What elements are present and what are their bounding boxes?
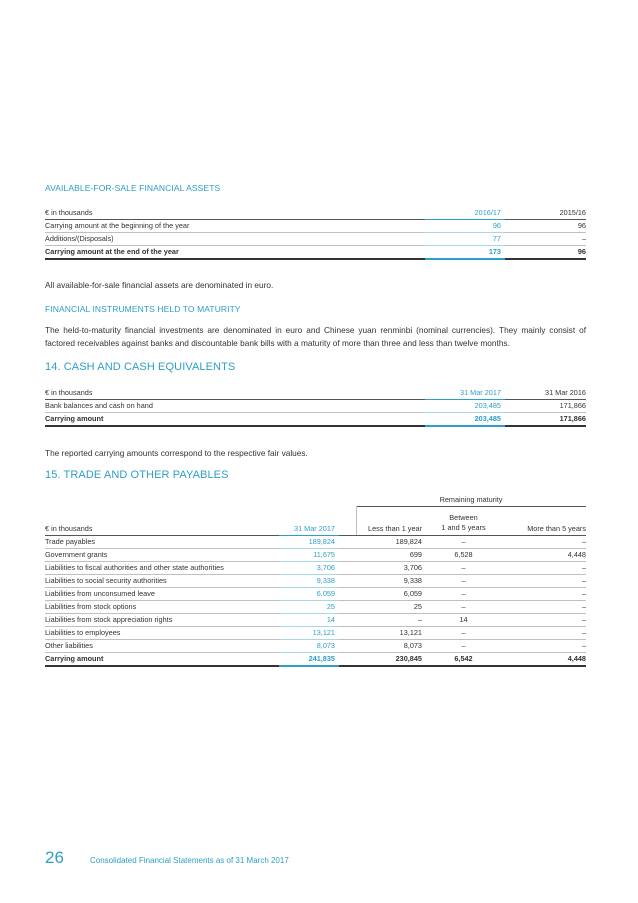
row-value-more-5y: – bbox=[505, 601, 586, 614]
table-row bbox=[45, 640, 586, 653]
row-value-less-1y: 8,073 bbox=[339, 640, 426, 653]
afs-table bbox=[45, 206, 586, 260]
header-cell-1-5y bbox=[426, 511, 505, 536]
header-cell-less-1y: Less than 1 year bbox=[339, 511, 426, 536]
row-value-1-5y: – bbox=[426, 640, 505, 653]
row-value-more-5y: 4,448 bbox=[505, 549, 586, 562]
row-value-current: 11,675 bbox=[279, 549, 339, 562]
total-value-more-5y: 4,448 bbox=[505, 653, 586, 667]
row-value-current: 189,824 bbox=[279, 536, 339, 549]
row-value-1-5y: – bbox=[426, 588, 505, 601]
row-value-more-5y: – bbox=[505, 588, 586, 601]
row-value-current: 25 bbox=[279, 601, 339, 614]
header-cell: € in thousands bbox=[45, 206, 425, 220]
row-value-prior: – bbox=[505, 233, 586, 246]
total-value-current: 241,835 bbox=[279, 653, 339, 667]
cash-table bbox=[45, 386, 586, 427]
row-value-prior: 96 bbox=[505, 220, 586, 233]
table-total-row bbox=[45, 413, 586, 427]
table-row bbox=[45, 220, 586, 233]
row-label: Additions/(Disposals) bbox=[45, 233, 425, 246]
payables-heading: 15. TRADE AND OTHER PAYABLES bbox=[45, 469, 229, 481]
header-cell-prior: 31 Mar 2016 bbox=[505, 386, 586, 400]
row-value-more-5y: – bbox=[505, 536, 586, 549]
row-label: Other liabilities bbox=[45, 640, 279, 653]
table-header-row bbox=[45, 206, 586, 220]
row-value-1-5y: – bbox=[426, 562, 505, 575]
row-label: Liabilities from stock options bbox=[45, 601, 279, 614]
total-label: Carrying amount bbox=[45, 413, 425, 427]
afs-note: All available-for-sale financial assets are denominated in euro. bbox=[45, 280, 274, 290]
row-value-more-5y: – bbox=[505, 627, 586, 640]
table-row bbox=[45, 233, 586, 246]
row-label: Liabilities to social security authorities bbox=[45, 575, 279, 588]
row-value-current: 77 bbox=[425, 233, 505, 246]
row-label: Liabilities to employees bbox=[45, 627, 279, 640]
row-label: Liabilities from stock appreciation rights bbox=[45, 614, 279, 627]
header-cell-more-5y: More than 5 years bbox=[505, 511, 586, 536]
row-value-1-5y: – bbox=[426, 536, 505, 549]
row-value-current: 13,121 bbox=[279, 627, 339, 640]
cash-note: The reported carrying amounts correspond to the respective fair values. bbox=[45, 448, 308, 458]
row-value-1-5y: 14 bbox=[426, 614, 505, 627]
table-row bbox=[45, 627, 586, 640]
total-value-prior: 96 bbox=[505, 246, 586, 260]
row-value-current: 6,059 bbox=[279, 588, 339, 601]
payables-table bbox=[45, 511, 586, 667]
table-row bbox=[45, 614, 586, 627]
row-value-1-5y: – bbox=[426, 575, 505, 588]
row-value-more-5y: – bbox=[505, 562, 586, 575]
htm-text: The held-to-maturity financial investments are denominated in euro and Chinese yuan renminbi (nominal currencies). They mainly consist of factored receivables against banks and discountable bank bills with a maturity of more than three and less than twelve months. bbox=[45, 325, 586, 348]
table-total-row bbox=[45, 653, 586, 667]
afs-caption: AVAILABLE-FOR-SALE FINANCIAL ASSETS bbox=[45, 183, 221, 193]
cash-heading: 14. CASH AND CASH EQUIVALENTS bbox=[45, 361, 236, 373]
row-value-current: 9,338 bbox=[279, 575, 339, 588]
total-value-prior: 171,866 bbox=[505, 413, 586, 427]
row-value-current: 203,485 bbox=[425, 400, 505, 413]
header-cell: € in thousands bbox=[45, 386, 425, 400]
row-value-current: 96 bbox=[425, 220, 505, 233]
total-value-current: 203,485 bbox=[425, 413, 505, 427]
header-cell-current: 31 Mar 2017 bbox=[279, 511, 339, 536]
table-total-row bbox=[45, 246, 586, 260]
total-value-less-1y: 230,845 bbox=[339, 653, 426, 667]
row-value-more-5y: – bbox=[505, 640, 586, 653]
row-label: Government grants bbox=[45, 549, 279, 562]
row-value-less-1y: 13,121 bbox=[339, 627, 426, 640]
header-cell: € in thousands bbox=[45, 511, 279, 536]
row-value-current: 3,706 bbox=[279, 562, 339, 575]
payables-body bbox=[45, 536, 586, 667]
row-value-current: 8,073 bbox=[279, 640, 339, 653]
page-number: 26 bbox=[45, 848, 64, 867]
row-label: Liabilities from unconsumed leave bbox=[45, 588, 279, 601]
header-cell-prior: 2015/16 bbox=[505, 206, 586, 220]
total-value-1-5y: 6,542 bbox=[426, 653, 505, 667]
row-value-1-5y: – bbox=[426, 627, 505, 640]
row-value-less-1y: – bbox=[339, 614, 426, 627]
total-label: Carrying amount at the end of the year bbox=[45, 246, 425, 260]
table-header-row bbox=[45, 511, 586, 536]
row-label: Carrying amount at the beginning of the year bbox=[45, 220, 425, 233]
table-row bbox=[45, 601, 586, 614]
row-label: Bank balances and cash on hand bbox=[45, 400, 425, 413]
header-between-line: Between bbox=[449, 513, 478, 522]
footer-title: Consolidated Financial Statements as of 31 March 2017 bbox=[90, 856, 289, 865]
row-value-less-1y: 699 bbox=[339, 549, 426, 562]
row-value-1-5y: – bbox=[426, 601, 505, 614]
table-row bbox=[45, 562, 586, 575]
table-header-row bbox=[45, 386, 586, 400]
row-label: Trade payables bbox=[45, 536, 279, 549]
header-1-5-line: 1 and 5 years bbox=[441, 523, 486, 532]
table-row bbox=[45, 575, 586, 588]
row-value-less-1y: 189,824 bbox=[339, 536, 426, 549]
row-value-more-5y: – bbox=[505, 614, 586, 627]
row-label: Liabilities to fiscal authorities and other state authorities bbox=[45, 562, 279, 575]
htm-caption: FINANCIAL INSTRUMENTS HELD TO MATURITY bbox=[45, 304, 241, 314]
row-value-prior: 171,866 bbox=[505, 400, 586, 413]
row-value-1-5y: 6,528 bbox=[426, 549, 505, 562]
total-label: Carrying amount bbox=[45, 653, 279, 667]
table-row bbox=[45, 549, 586, 562]
row-value-current: 14 bbox=[279, 614, 339, 627]
header-cell-current: 2016/17 bbox=[425, 206, 505, 220]
row-value-more-5y: – bbox=[505, 575, 586, 588]
header-cell-current: 31 Mar 2017 bbox=[425, 386, 505, 400]
table-row bbox=[45, 588, 586, 601]
row-value-less-1y: 3,706 bbox=[339, 562, 426, 575]
row-value-less-1y: 25 bbox=[339, 601, 426, 614]
row-value-less-1y: 6,059 bbox=[339, 588, 426, 601]
total-value-current: 173 bbox=[425, 246, 505, 260]
row-value-less-1y: 9,338 bbox=[339, 575, 426, 588]
table-row bbox=[45, 400, 586, 413]
remaining-maturity-label: Remaining maturity bbox=[356, 494, 586, 507]
table-row bbox=[45, 536, 586, 549]
